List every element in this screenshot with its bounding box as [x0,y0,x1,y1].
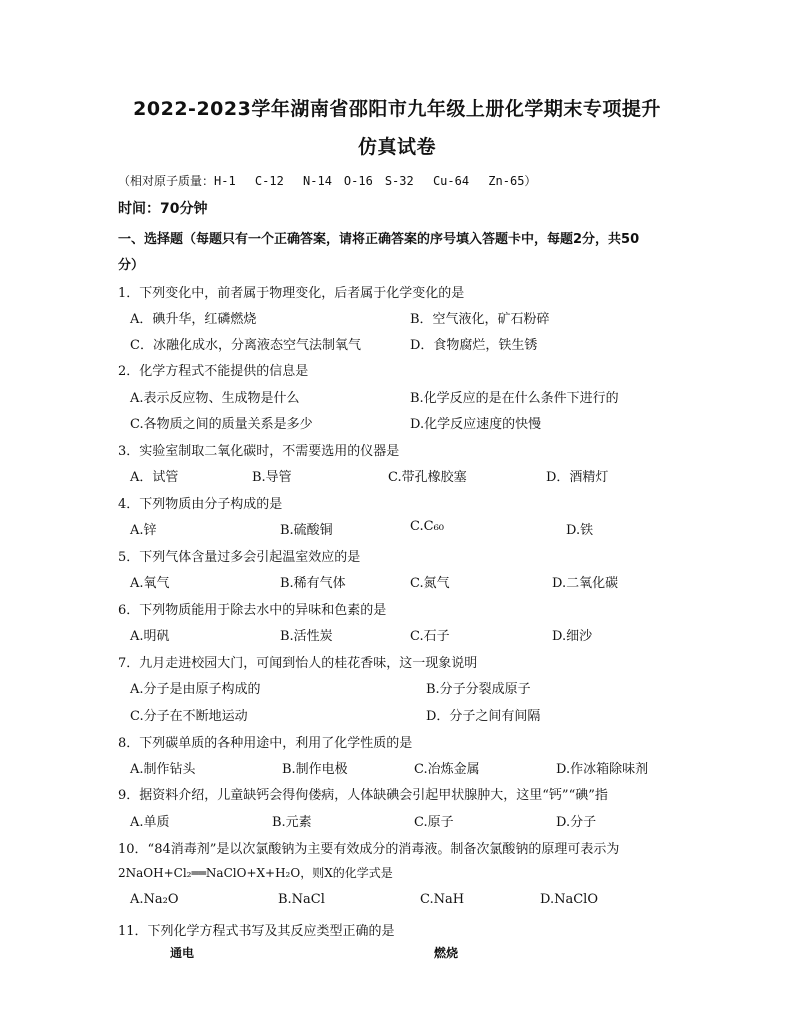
option-c: C.C₆₀ [410,519,444,534]
question-stem: 9．据资料介绍，儿童缺钙会得佝偻病，人体缺碘会引起甲状腺肿大，这里“钙”“碘”指 [118,788,608,803]
option-a: A.表示反应物、生成物是什么 [130,391,300,406]
question-stem: 1．下列变化中，前者属于物理变化，后者属于化学变化的是 [118,286,465,301]
option-b: B．空气液化，矿石粉碎 [410,312,550,327]
option-d: D.铁 [566,523,594,538]
reaction-condition-label: 燃烧 [434,946,459,960]
option-a: A.制作钻头 [130,762,196,777]
section-heading-cont: 分） [118,258,145,273]
option-a: A.氧气 [130,576,170,591]
option-b: B.元素 [272,815,312,830]
chemical-equation: 2NaOH+Cl₂══NaClO+X+H₂O，则X的化学式是 [118,866,393,880]
option-d: D．酒精灯 [546,470,609,485]
option-d: D.NaClO [540,892,598,907]
atomic-masses-note: （相对原子质量：H-1 C-12 N-14 O-16 S-32 Cu-64 Zn-65） [118,174,537,188]
question-stem: 5．下列气体含量过多会引起温室效应的是 [118,550,361,565]
option-d: D.分子 [556,815,597,830]
exam-time: 时间：70分钟 [118,201,208,217]
section-heading: 一、选择题（每题只有一个正确答案，请将正确答案的序号填入答题卡中，每题2分，共50 [118,232,640,247]
option-b: B.硫酸铜 [280,523,333,538]
option-c: C.带孔橡胶塞 [388,470,467,485]
option-b: B.NaCl [278,892,325,907]
option-c: C.石子 [410,629,450,644]
option-d: D.细沙 [552,629,593,644]
option-b: B.化学反应的是在什么条件下进行的 [410,391,619,406]
option-a: A.明矾 [130,629,170,644]
exam-subtitle: 仿真试卷 [357,136,436,158]
option-c: C.冶炼金属 [414,762,480,777]
question-stem: 11．下列化学方程式书写及其反应类型正确的是 [118,924,395,939]
option-c: C．冰融化成水，分离液态空气法制氧气 [130,338,361,353]
option-b: B.稀有气体 [280,576,346,591]
option-d: D.二氧化碳 [552,576,619,591]
option-a: A．碘升华，红磷燃烧 [130,312,257,327]
option-a: A.锌 [130,523,157,538]
option-b: B.导管 [252,470,292,485]
option-b: B.制作电极 [282,762,348,777]
question-stem: 10．“84消毒剂”是以次氯酸钠为主要有效成分的消毒液。制备次氯酸钠的原理可表示为 [118,842,620,857]
option-b: B.活性炭 [280,629,333,644]
option-d: D.化学反应速度的快慢 [410,417,542,432]
option-d: D．分子之间有间隔 [426,709,541,724]
reaction-condition-label: 通电 [170,946,195,960]
question-stem: 7．九月走进校园大门，可闻到怡人的桂花香味，这一现象说明 [118,656,478,671]
option-a: A.分子是由原子构成的 [130,682,261,697]
question-stem: 2．化学方程式不能提供的信息是 [118,364,309,379]
question-stem: 6．下列物质能用于除去水中的异味和色素的是 [118,603,387,618]
question-stem: 3．实验室制取二氧化碳时，不需要选用的仪器是 [118,444,400,459]
option-a: A.单质 [130,815,170,830]
question-stem: 4．下列物质由分子构成的是 [118,497,283,512]
option-b: B.分子分裂成原子 [426,682,531,697]
exam-title: 2022-2023学年湖南省邵阳市九年级上册化学期末专项提升 [133,98,661,120]
option-c: C.NaH [420,892,465,907]
option-d: D.作冰箱除味剂 [556,762,649,777]
question-stem: 8．下列碳单质的各种用途中，利用了化学性质的是 [118,736,413,751]
option-c: C.各物质之间的质量关系是多少 [130,417,313,432]
option-c: C.原子 [414,815,454,830]
option-c: C.氮气 [410,576,450,591]
option-d: D．食物腐烂，铁生锈 [410,338,538,353]
option-c: C.分子在不断地运动 [130,709,248,724]
option-a: A.Na₂O [130,892,179,907]
option-a: A．试管 [130,470,179,485]
